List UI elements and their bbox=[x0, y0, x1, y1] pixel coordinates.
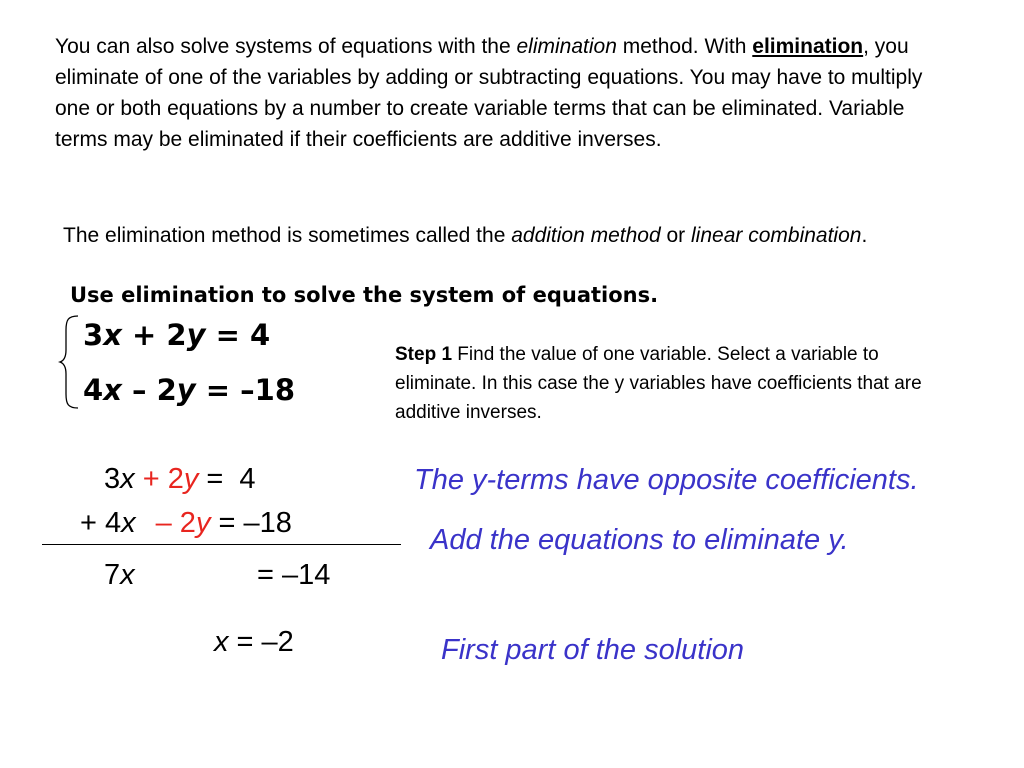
sum-line bbox=[42, 544, 401, 545]
work-line-1: 3x + 2y = 4 bbox=[104, 463, 256, 495]
intro-text-3: , you eliminate of one of the variables by adding or subtracting equations. You may have to multiply one or both equations by a number to create variable terms that can be eliminated. Variable terms may be eliminated if their coefficients are additive inverses. bbox=[55, 35, 923, 151]
work-line-2: + 4x – 2y = –18 bbox=[80, 507, 292, 539]
step-description: Find the value of one variable. Select a variable to eliminate. In this case the y variables have coefficients that are additive inverses. bbox=[395, 344, 922, 423]
note-first-part: First part of the solution bbox=[441, 634, 745, 666]
intro-text-2: method. With bbox=[616, 35, 753, 58]
work-line-3-right: = –14 bbox=[257, 559, 331, 591]
note-add-equations: Add the equations to eliminate y. bbox=[430, 524, 849, 556]
intro-text-1: You can also solve systems of equations with the bbox=[55, 35, 517, 58]
step-label: Step 1 bbox=[395, 344, 453, 365]
problem-prompt: Use elimination to solve the system of equations. bbox=[70, 283, 659, 307]
work-line-4: x = –2 bbox=[214, 626, 294, 658]
intro-paragraph bbox=[55, 31, 935, 155]
system-brace bbox=[58, 314, 80, 410]
note-text-3: . bbox=[861, 224, 868, 247]
note-opposite-coefficients: The y-terms have opposite coefficients. bbox=[414, 464, 919, 496]
note-text-1: The elimination method is sometimes called the bbox=[63, 224, 512, 247]
system-equation-2: 4x – 2y = –18 bbox=[83, 373, 296, 407]
method-names-paragraph bbox=[63, 220, 943, 251]
note-text-2: or bbox=[660, 224, 692, 247]
work-line-3-left: 7x bbox=[104, 559, 135, 591]
intro-elimination-term: elimination bbox=[752, 35, 864, 58]
note-linear-combination: linear combination bbox=[691, 224, 862, 247]
system-equation-1: 3x + 2y = 4 bbox=[83, 318, 271, 352]
intro-elimination-italic: elimination bbox=[516, 35, 617, 58]
step-1-text bbox=[395, 340, 955, 427]
note-addition-method: addition method bbox=[511, 224, 661, 247]
